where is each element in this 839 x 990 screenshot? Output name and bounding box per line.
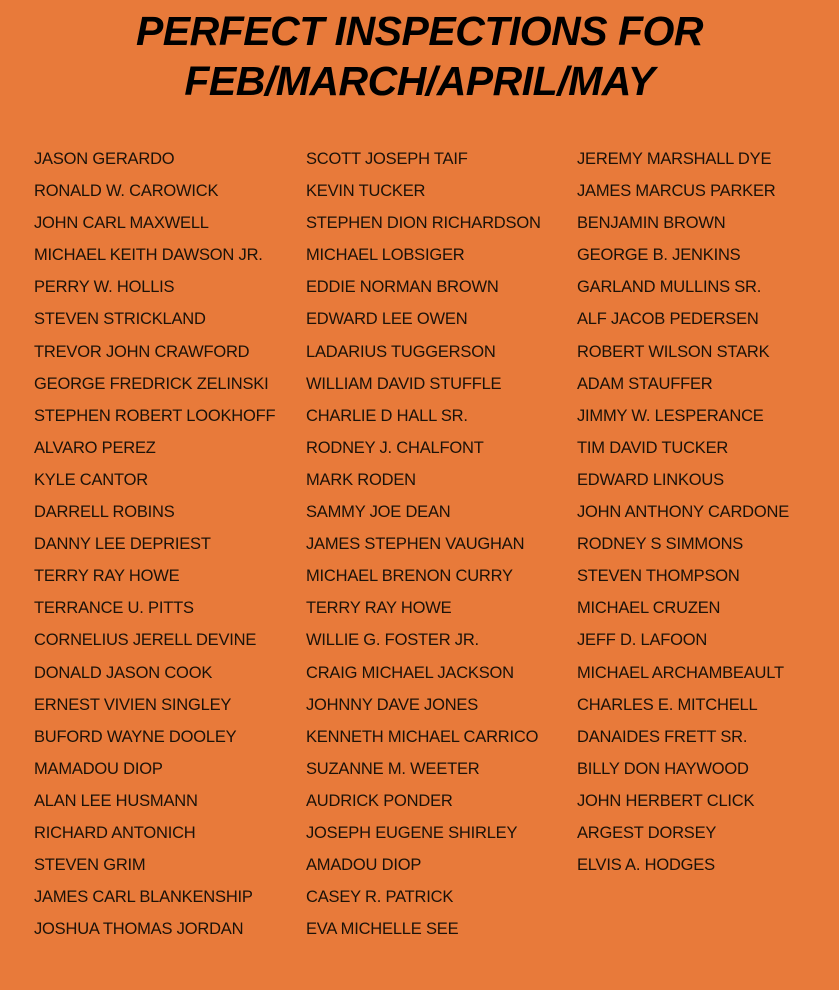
name-list-item: JOHNNY DAVE JONES: [306, 695, 479, 714]
name-list-item: STEVEN GRIM: [34, 856, 146, 875]
name-list-item: CHARLES E. MITCHELL: [577, 695, 758, 714]
name-list-item: JASON GERARDO: [34, 150, 175, 168]
name-list-item: WILLIE G. FOSTER JR.: [306, 631, 479, 650]
name-list-item: KEVIN TUCKER: [306, 182, 426, 201]
name-list-item: CHARLIE D HALL SR.: [306, 406, 468, 425]
name-list-item: AMADOU DIOP: [306, 856, 422, 875]
name-list-item: DANAIDES FRETT SR.: [577, 727, 748, 746]
name-list-item: DANNY LEE DEPRIEST: [34, 535, 211, 554]
name-list-item: ERNEST VIVIEN SINGLEY: [34, 695, 232, 714]
name-list-item: ALVARO PEREZ: [34, 438, 156, 457]
name-list-item: TERRY RAY HOWE: [34, 567, 180, 586]
name-list-item: TREVOR JOHN CRAWFORD: [34, 342, 250, 361]
name-list-item: ALAN LEE HUSMANN: [34, 791, 198, 810]
name-list-item: BILLY DON HAYWOOD: [577, 759, 749, 778]
name-list-item: JOHN ANTHONY CARDONE: [577, 503, 790, 522]
name-list-item: MICHAEL LOBSIGER: [306, 246, 465, 265]
name-list-item: STEPHEN ROBERT LOOKHOFF: [34, 406, 276, 425]
name-list-item: GEORGE B. JENKINS: [577, 246, 741, 265]
name-list-item: ARGEST DORSEY: [577, 823, 717, 842]
page-title-line-2: FEB/MARCH/APRIL/MAY: [184, 58, 655, 104]
page-title-line-1: PERFECT INSPECTIONS FOR: [135, 8, 704, 54]
name-list-item: JEFF D. LAFOON: [577, 631, 708, 650]
name-list-item: JIMMY W. LESPERANCE: [577, 406, 764, 425]
name-list-item: GEORGE FREDRICK ZELINSKI: [34, 374, 269, 393]
name-list-item: BUFORD WAYNE DOOLEY: [34, 727, 237, 746]
name-list-item: RODNEY J. CHALFONT: [306, 438, 484, 457]
name-list-item: JOSHUA THOMAS JORDAN: [34, 920, 244, 939]
name-list-item: SAMMY JOE DEAN: [306, 503, 451, 522]
name-list-item: JEREMY MARSHALL DYE: [577, 150, 772, 168]
name-list-item: CRAIG MICHAEL JACKSON: [306, 663, 514, 682]
name-list-item: ROBERT WILSON STARK: [577, 342, 770, 361]
name-list-item: RODNEY S SIMMONS: [577, 535, 744, 554]
name-list-item: PERRY W. HOLLIS: [34, 278, 175, 297]
name-list-item: JOHN CARL MAXWELL: [34, 214, 209, 233]
name-list-item: MICHAEL ARCHAMBEAULT: [577, 663, 784, 682]
name-list-item: EDWARD LINKOUS: [577, 470, 724, 489]
name-list-item: BENJAMIN BROWN: [577, 214, 726, 233]
name-list-item: CASEY R. PATRICK: [306, 888, 454, 907]
name-list-item: RONALD W. CAROWICK: [34, 182, 219, 201]
name-list-item: ELVIS A. HODGES: [577, 856, 715, 875]
name-column-1: [34, 146, 275, 948]
name-list-item: AUDRICK PONDER: [306, 791, 453, 810]
name-list-item: JAMES STEPHEN VAUGHAN: [306, 535, 525, 554]
name-list-item: JAMES MARCUS PARKER: [577, 182, 776, 201]
name-list-item: ADAM STAUFFER: [577, 374, 713, 393]
name-list-item: SUZANNE M. WEETER: [306, 759, 480, 778]
name-list-item: ALF JACOB PEDERSEN: [577, 310, 759, 329]
name-list-item: TIM DAVID TUCKER: [577, 438, 729, 457]
name-list-item: STEVEN THOMPSON: [577, 567, 740, 586]
name-list-item: MICHAEL BRENON CURRY: [306, 567, 513, 586]
name-list-item: EDWARD LEE OWEN: [306, 310, 468, 329]
name-list-item: EDDIE NORMAN BROWN: [306, 278, 499, 297]
name-list-item: MARK RODEN: [306, 470, 416, 489]
name-list-item: WILLIAM DAVID STUFFLE: [306, 374, 502, 393]
name-column-2: [306, 146, 541, 948]
name-list-item: JOHN HERBERT CLICK: [577, 791, 755, 810]
name-list-item: TERRY RAY HOWE: [306, 599, 452, 618]
name-list-item: MAMADOU DIOP: [34, 759, 163, 778]
name-list-item: DONALD JASON COOK: [34, 663, 213, 682]
name-list-item: CORNELIUS JERELL DEVINE: [34, 631, 257, 650]
name-column-3: [577, 146, 789, 884]
name-list-item: MICHAEL CRUZEN: [577, 599, 721, 618]
name-list-item: MICHAEL KEITH DAWSON JR.: [34, 246, 263, 265]
name-list-item: GARLAND MULLINS SR.: [577, 278, 762, 297]
name-list-item: KYLE CANTOR: [34, 470, 148, 489]
name-list-item: STEVEN STRICKLAND: [34, 310, 206, 329]
name-list-item: SCOTT JOSEPH TAIF: [306, 150, 468, 168]
name-list-item: TERRANCE U. PITTS: [34, 599, 194, 618]
name-list-item: JAMES CARL BLANKENSHIP: [34, 888, 253, 907]
name-list-item: EVA MICHELLE SEE: [306, 920, 459, 939]
name-list-item: JOSEPH EUGENE SHIRLEY: [306, 823, 518, 842]
name-list-item: RICHARD ANTONICH: [34, 823, 196, 842]
page-title: [0, 6, 839, 106]
name-list-item: LADARIUS TUGGERSON: [306, 342, 496, 361]
name-list-item: STEPHEN DION RICHARDSON: [306, 214, 541, 233]
name-list-item: KENNETH MICHAEL CARRICO: [306, 727, 539, 746]
name-list-item: DARRELL ROBINS: [34, 503, 175, 522]
